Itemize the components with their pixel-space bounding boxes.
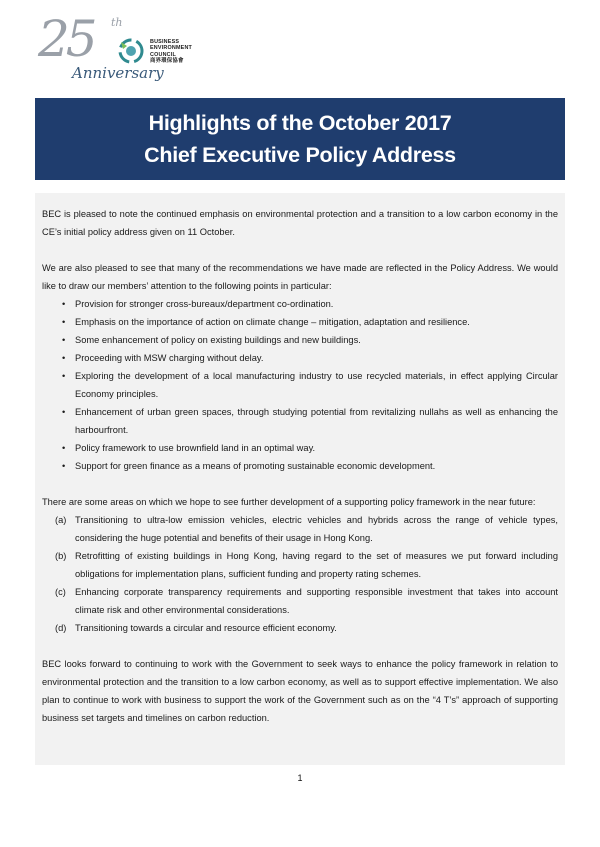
logo-org-line: 商界環保協會: [150, 57, 184, 64]
list-marker: (c): [55, 587, 66, 597]
page-number: 1: [297, 773, 303, 783]
title-line-2: Chief Executive Policy Address: [144, 143, 456, 167]
list-item: [42, 511, 558, 547]
list-item: [42, 583, 558, 619]
list-item: • Exploring the development of a local manufacturing industry to use recycled materials, in effect applying Circular Economy principles.: [42, 367, 558, 403]
logo-org-line: BUSINESS: [150, 39, 180, 45]
logo-org-line: ENVIRONMENT: [150, 45, 193, 52]
list-item: • Enhancement of urban green spaces, through studying potential from revitalizing nullahs as well as enhancing the harbourfront.: [42, 403, 558, 439]
closing-paragraph: BEC looks forward to continuing to work with the Government to seek ways to enhance the policy framework in relation to environmental protection and the transition to a low carbon economy, as well as to support effective implementation. We also plan to continue to work with business to support the work of the Government such as on the “4 T’s” approach of supporting business set targets and timelines on carbon reduction.: [42, 659, 558, 723]
list-marker: (b): [55, 551, 67, 561]
list-item: • Emphasis on the importance of action on climate change – mitigation, adaptation and resilience.: [42, 313, 558, 331]
title-banner: [35, 98, 565, 180]
logo-25-numeral: 25: [38, 10, 94, 68]
highlights-bullet-list: [42, 295, 558, 475]
list-item: • Provision for stronger cross-bureaux/department co-ordination.: [42, 295, 558, 313]
content-panel: [35, 193, 565, 765]
list-marker: (a): [55, 515, 67, 525]
list-item: • Some enhancement of policy on existing buildings and new buildings.: [42, 331, 558, 349]
list-marker: (d): [55, 623, 67, 633]
list-item: • Proceeding with MSW charging without delay.: [42, 349, 558, 367]
list-item: • Support for green finance as a means of promoting sustainable economic development.: [42, 457, 558, 475]
logo-org-line: COUNCIL: [150, 51, 176, 58]
list-item-text: Enhancing corporate transparency requirements and supporting responsible investment that takes into account climate risk and other environmental considerations.: [75, 587, 558, 615]
logo-org-name: [150, 39, 192, 64]
list-item: [42, 619, 558, 637]
logo-th-superscript: th: [111, 16, 123, 29]
bec-leaf-mark-icon: [116, 36, 146, 66]
bec-25th-anniversary-logo: [38, 10, 238, 94]
title-line-1: Highlights of the October 2017: [148, 111, 452, 135]
list-item-text: Transitioning to ultra-low emission vehicles, electric vehicles and hybrids across the range of vehicle types, considering the huge potential and benefits of their usage in Hong Kong.: [75, 515, 558, 543]
future-areas-list: [42, 511, 558, 637]
list-item-text: Transitioning towards a circular and resource efficient economy.: [75, 623, 337, 633]
section1-lead: We are also pleased to see that many of the recommendations we have made are reflected in the Policy Address. We would like to draw our members’ attention to the following points in particular:: [42, 263, 558, 291]
section2-lead: There are some areas on which we hope to see further development of a supporting policy framework in the near future:: [42, 497, 536, 507]
intro-paragraph: BEC is pleased to note the continued emphasis on environmental protection and a transition to a low carbon economy in the CE’s initial policy address given on 11 October.: [42, 209, 558, 237]
list-item: [42, 547, 558, 583]
list-item: • Policy framework to use brownfield land in an optimal way.: [42, 439, 558, 457]
list-item-text: Retrofitting of existing buildings in Hong Kong, having regard to the set of measures we put forward including obligations for implementation plans, sufficient funding and property rating schemes.: [75, 551, 558, 579]
logo-anniversary-text: Anniversary: [72, 64, 164, 82]
